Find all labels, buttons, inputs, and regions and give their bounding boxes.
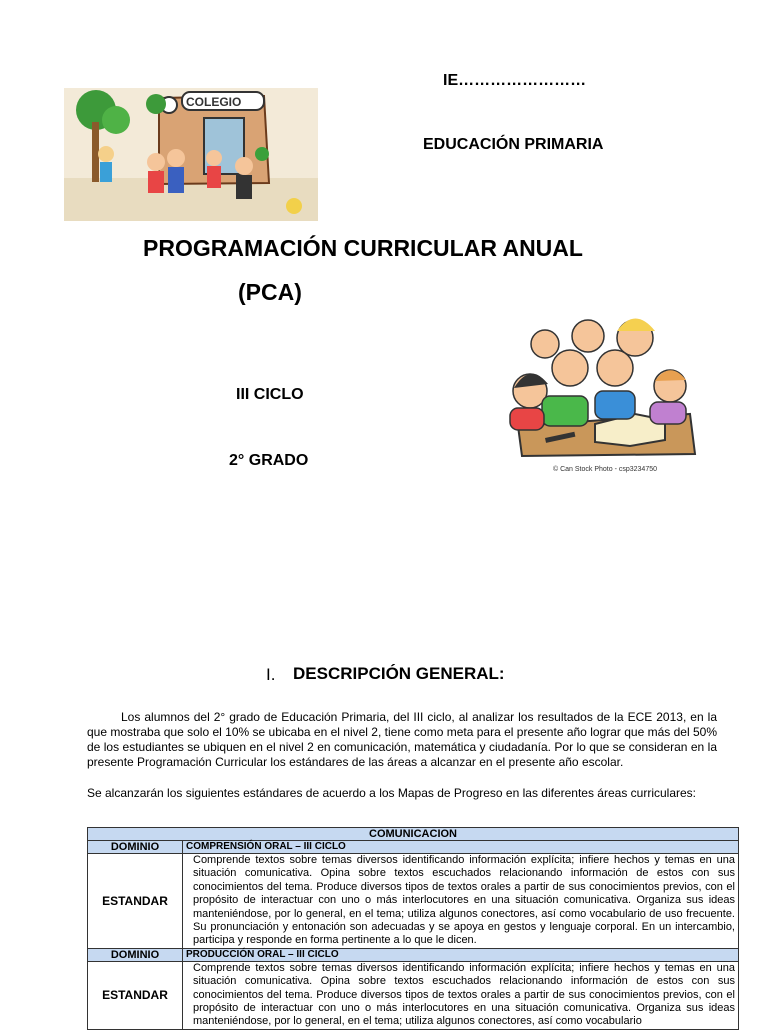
grade-label: 2° GRADO (229, 452, 309, 469)
school-illustration (64, 88, 318, 221)
standards-table (87, 827, 739, 1030)
section-title: DESCRIPCIÓN GENERAL: (293, 664, 505, 683)
document-subtitle: (PCA) (238, 279, 302, 305)
area-header: COMUNICACION (88, 828, 739, 841)
document-title: PROGRAMACIÓN CURRICULAR ANUAL (143, 235, 583, 261)
standards-intro: Se alcanzarán los siguientes estándares de acuerdo a los Mapas de Progreso en las diferentes áreas curriculares: (87, 786, 697, 800)
kids-illustration (500, 296, 710, 476)
estandar-label: ESTANDAR (88, 961, 183, 1029)
estandar-label: ESTANDAR (88, 854, 183, 949)
school-sign: COLEGIO (186, 95, 242, 109)
stock-caption: © Can Stock Photo - csp3234750 (553, 466, 657, 473)
ie-label: IE…………………… (443, 72, 587, 89)
dominio-value: COMPRENSIÓN ORAL – III CICLO (183, 841, 739, 854)
section-number: I. (266, 665, 276, 684)
dominio-label: DOMINIO (88, 948, 183, 961)
dominio-label: DOMINIO (88, 841, 183, 854)
description-text: Los alumnos del 2° grado de Educación Primaria, del III ciclo, al analizar los resultados de la ECE 2013, en la que mostraba que solo el 10% se ubicaba en el nivel 2, tiene como meta para el presente año lograr que más del 50% de los estudiantes se ubiquen en el nivel 2 en comunicación, matemática y ciudadanía. Por lo que se consideran en la presente Programación Curricular los estándares de las áreas a alcanzar en el presente año escolar. (87, 710, 717, 769)
description-paragraph (87, 710, 717, 770)
estandar-text: Comprende textos sobre temas diversos identificando información explícita; infiere hechos y temas en una situación comunicativa. Opina sobre textos escuchados relacionando información de estos con sus conocimientos del tema. Produce diversos tipos de textos orales a partir de sus conocimientos previos, con el propósito de interactuar con uno o más interlocutores en una situación comunicativa. Organiza sus ideas manteniéndose, por lo general, en el tema; utiliza algunos conectores, así como vocabulario (183, 961, 739, 1029)
education-level: EDUCACIÓN PRIMARIA (423, 136, 604, 153)
dominio-value: PRODUCCIÓN ORAL – III CICLO (183, 948, 739, 961)
estandar-text: Comprende textos sobre temas diversos identificando información explícita; infiere hechos y temas en una situación comunicativa. Opina sobre textos escuchados relacionando información de estos con sus conocimientos del tema. Produce diversos tipos de textos orales a partir de sus conocimientos previos, con el propósito de interactuar con uno o más interlocutores en una situación comunicativa. Organiza sus ideas manteniéndose, por lo general, en el tema; utiliza algunos conectores, así como vocabulario de uso frecuente. Su pronunciación y entonación son adecuadas y se apoya en gestos y lenguaje corporal. En un intercambio, participa y responde en forma pertinente a lo que le dicen. (183, 854, 739, 949)
cycle-label: III CICLO (236, 386, 304, 403)
